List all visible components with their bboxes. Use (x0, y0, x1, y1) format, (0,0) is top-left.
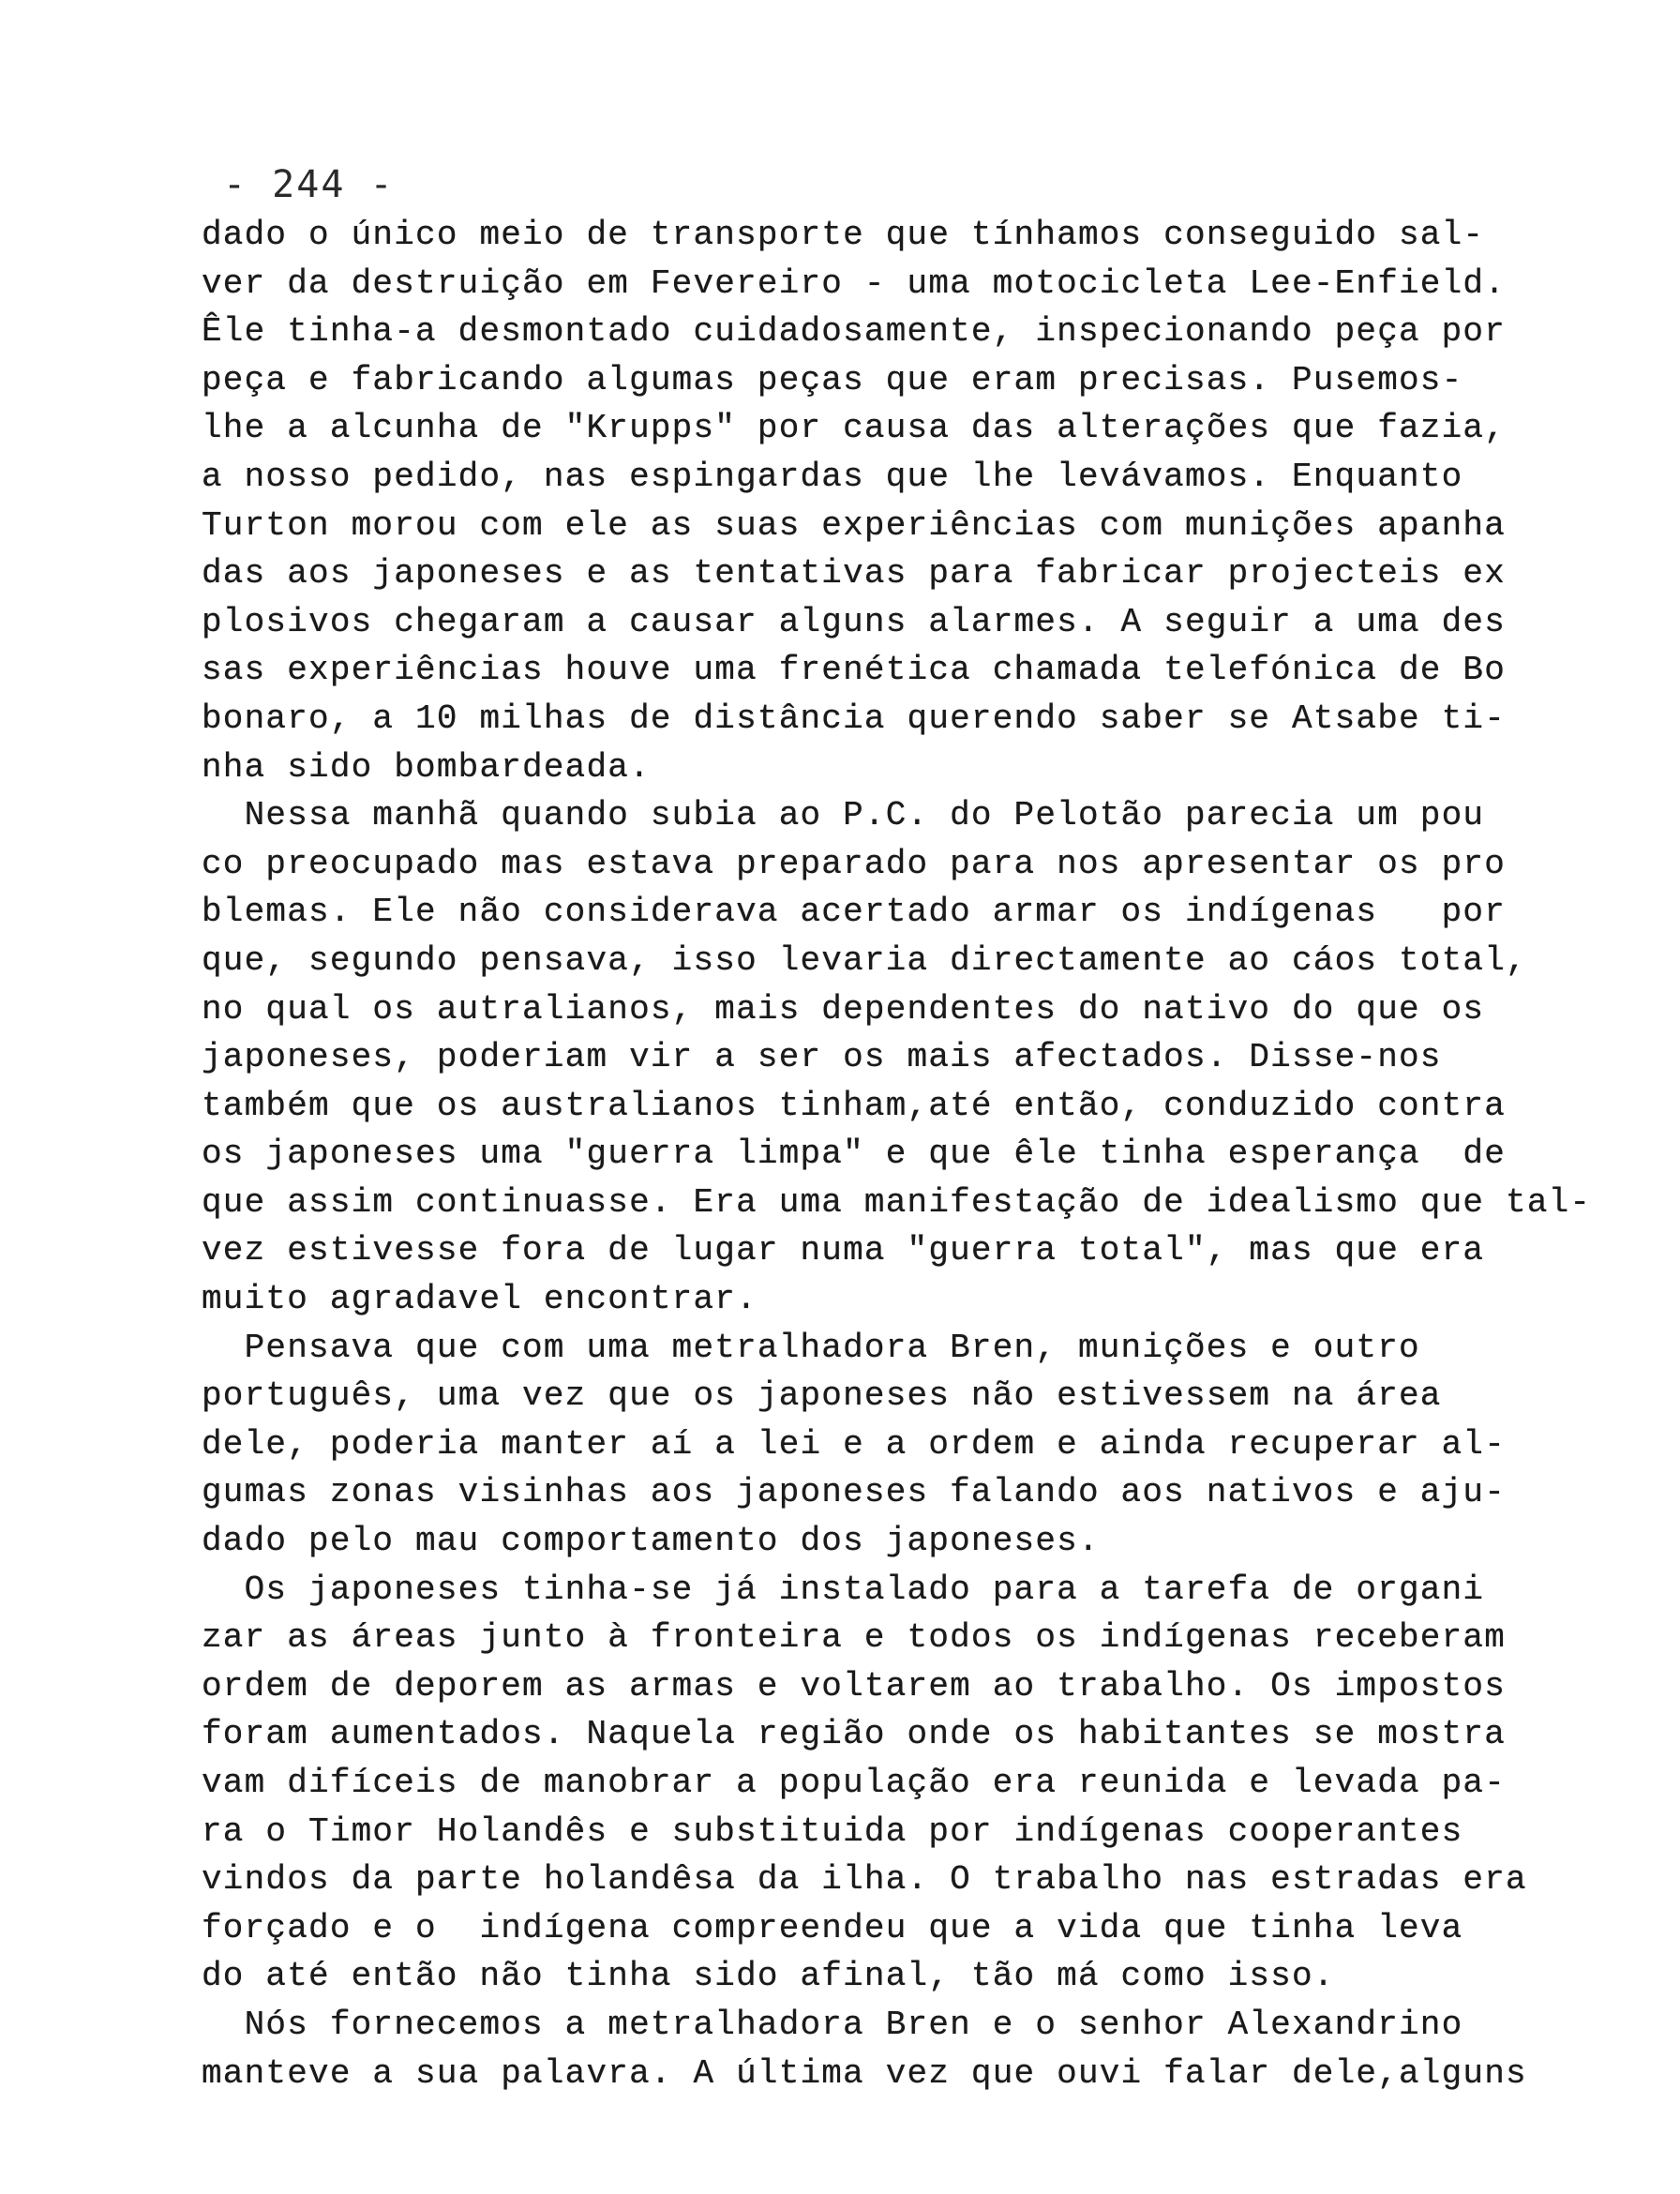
text-line: do até então não tinha sido afinal, tão má como isso. (202, 1957, 1335, 1996)
text-line: os japoneses uma "guerra limpa" e que êle tinha esperança de (202, 1135, 1507, 1174)
text-line: dado pelo mau comportamento dos japoneses. (202, 1522, 1100, 1561)
text-line: português, uma vez que os japoneses não estivessem na área (202, 1376, 1442, 1416)
text-line: peça e fabricando algumas peças que eram precisas. Pusemos- (202, 360, 1463, 399)
text-line: plosivos chegaram a causar alguns alarmes. A seguir a uma des (202, 602, 1507, 641)
text-line: no qual os autralianos, mais dependentes do nativo do que os (202, 989, 1485, 1029)
text-line: sas experiências houve uma frenética chamada telefónica de Bo (202, 651, 1507, 690)
text-line: Os japoneses tinha-se já instalado para a tarefa de organi (202, 1570, 1485, 1609)
text-line: a nosso pedido, nas espingardas que lhe levávamos. Enquanto (202, 457, 1463, 496)
text-line: Êle tinha-a desmontado cuidadosamente, inspecionando peça por (202, 312, 1507, 352)
text-line: das aos japoneses e as tentativas para fabricar projecteis ex (202, 554, 1507, 594)
text-line: Pensava que com uma metralhadora Bren, munições e outro (202, 1328, 1420, 1367)
text-line: zar as áreas junto à fronteira e todos os indígenas receberam (202, 1618, 1507, 1658)
text-line: que, segundo pensava, isso levaria directamente ao cáos total, (202, 940, 1527, 980)
text-line: Nessa manhã quando subia ao P.C. do Pelotão parecia um pou (202, 796, 1485, 835)
text-line: japoneses, poderiam vir a ser os mais afectados. Disse-nos (202, 1038, 1442, 1077)
text-line: manteve a sua palavra. A última vez que ouvi falar dele,alguns (202, 2053, 1527, 2093)
text-line: lhe a alcunha de "Krupps" por causa das alterações que fazia, (202, 409, 1507, 448)
text-line: blemas. Ele não considerava acertado armar os indígenas por (202, 893, 1507, 932)
text-line: também que os australianos tinham,até então, conduzido contra (202, 1086, 1507, 1125)
text-line: dele, poderia manter aí a lei e a ordem e ainda recuperar al- (202, 1424, 1507, 1464)
text-line: bonaro, a 10 milhas de distância querendo saber se Atsabe ti- (202, 699, 1507, 738)
text-line: gumas zonas visinhas aos japoneses falando aos nativos e aju- (202, 1473, 1507, 1512)
text-line: co preocupado mas estava preparado para nos apresentar os pro (202, 844, 1507, 883)
text-line: ordem de deporem as armas e voltarem ao trabalho. Os impostos (202, 1666, 1507, 1706)
text-line: muito agradavel encontrar. (202, 1280, 758, 1319)
text-line: vam difíceis de manobrar a população era reunida e levada pa- (202, 1764, 1507, 1802)
text-line: Turton morou com ele as suas experiências com munições apanha (202, 505, 1507, 545)
text-line: ra o Timor Holandês e substituida por indígenas cooperantes (202, 1811, 1463, 1851)
text-line: vindos da parte holandêsa da ilha. O trabalho nas estradas era (202, 1860, 1527, 1900)
page-number: - 244 - (223, 163, 395, 206)
text-line: nha sido bombardeada. (202, 747, 651, 787)
text-line: Nós fornecemos a metralhadora Bren e o senhor Alexandrino (202, 2005, 1463, 2044)
text-line: vez estivesse fora de lugar numa "guerra total", mas que era (202, 1231, 1485, 1270)
text-line: que assim continuasse. Era uma manifestação de idealismo que tal- (202, 1182, 1592, 1222)
body-text (202, 211, 1645, 2097)
text-line: ver da destruição em Fevereiro - uma motocicleta Lee-Enfield. (202, 263, 1507, 303)
text-line: forçado e o indígena compreendeu que a vida que tinha leva (202, 1908, 1463, 1947)
text-line: foram aumentados. Naquela região onde os habitantes se mostra (202, 1715, 1507, 1754)
text-line: dado o único meio de transporte que tínhamos conseguido sal- (202, 216, 1485, 254)
